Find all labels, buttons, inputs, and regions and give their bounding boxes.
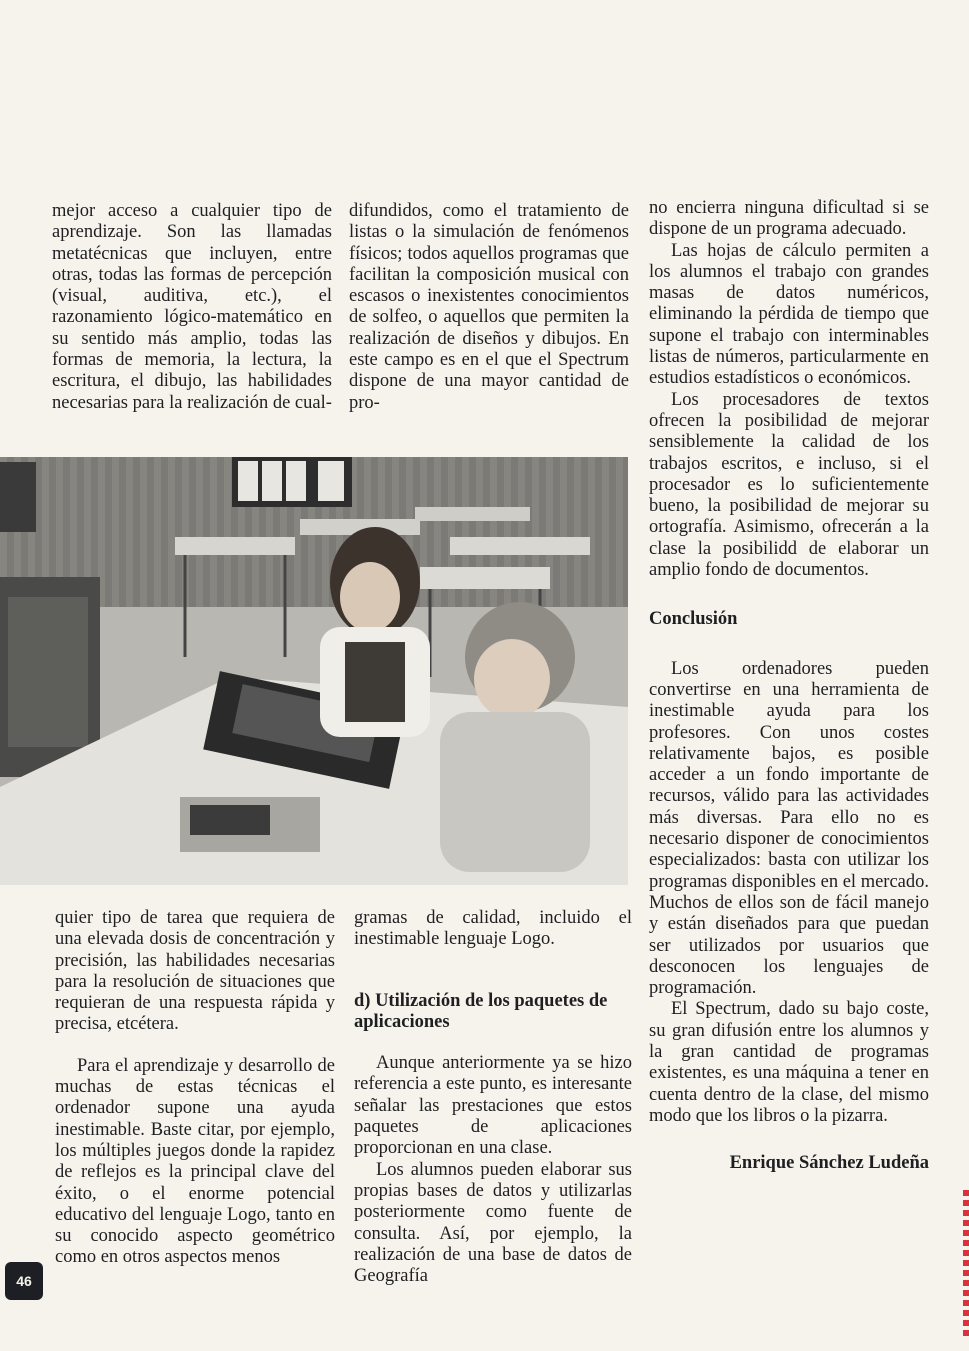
paragraph: Las hojas de cálculo permiten a los alumnos el trabajo con grandes masas de datos numéricos, eliminando la pérdida de tiempo que supone el trabajo con interminables listas de números, particularmente en estudios estadísticos o económicos. xyxy=(649,240,929,389)
paragraph: El Spectrum, dado su bajo coste, su gran difusión entre los alumnos y la gran cantidad de programas existentes, es una máquina a tener en cuenta dentro de la clase, del mismo modo que los libros o la pizarra. xyxy=(649,999,929,1126)
paragraph: quier tipo de tarea que requiera de una elevada dosis de concentración y precisión, las habilidades necesarias para la resolución de situaciones que requieran de una respuesta rápida y precisa, etcétera. xyxy=(55,908,335,1035)
classroom-photo xyxy=(0,457,628,885)
column-2-bottom xyxy=(354,908,632,1287)
edge-color-marks xyxy=(963,1190,969,1340)
paragraph: difundidos, como el tratamiento de listas o la simulación de fenómenos físicos; todos aquellos programas que facilitan la composición musical con escasos o inexistentes conocimientos de solfeo, o aquellos que permiten la realización de diseños y dibujos. En este campo es en el que el Spectrum dispone de una mayor cantidad de pro- xyxy=(349,201,629,413)
section-heading: d) Utilización de los paquetes de aplicaciones xyxy=(354,990,608,1032)
section-heading: Conclusión xyxy=(649,609,738,630)
column-1-bottom xyxy=(55,908,335,1269)
paragraph: no encierra ninguna dificultad si se dispone de un programa adecuado. xyxy=(649,198,929,240)
page-number: 46 xyxy=(5,1262,43,1300)
paragraph: Los procesadores de textos ofrecen la posibilidad de mejorar sensiblemente la calidad de los trabajos escritos, e incluso, si el procesador es lo suficientemente bueno, la posibilidad de mejorar su ortografía. Asimismo, ofrecerán a la clase la posibilidd de elaborar un amplio fondo de documentos. xyxy=(649,389,929,581)
column-1-top xyxy=(52,201,332,414)
column-2-top xyxy=(349,201,629,414)
paragraph: Aunque anteriormente ya se hizo referencia a este punto, es interesante señalar las prestaciones que estos paquetes de aplicaciones proporcionan en una clase. xyxy=(354,1053,632,1159)
photo-illustration xyxy=(0,457,628,885)
author-signature: Enrique Sánchez Ludeña xyxy=(729,1153,929,1174)
paragraph: mejor acceso a cualquier tipo de aprendizaje. Son las llamadas metatécnicas que incluyen, entre otras, todas las formas de percepción (visual, auditiva, etc.), el razonamiento lógico-matemático en su sentido más amplio, todas las formas de memoria, la lectura, la escritura, el dibujo, las habilidades necesarias para la realización de cual- xyxy=(52,201,332,413)
paragraph: Los alumnos pueden elaborar sus propias bases de datos y utilizarlas posteriormente como fuente de consulta. Así, por ejemplo, la realización de una base de datos de Geografía xyxy=(354,1159,632,1287)
column-3 xyxy=(649,198,929,1174)
paragraph: gramas de calidad, incluido el inestimable lenguaje Logo. xyxy=(354,908,632,950)
paragraph: Para el aprendizaje y desarrollo de muchas de estas técnicas el ordenador supone una ayuda inestimable. Baste citar, por ejemplo, los múltiples juegos donde la rapidez de reflejos es la principal clave del éxito, o el enorme potencial educativo del lenguaje Logo, tanto en su conocido aspecto geométrico como en otros aspectos menos xyxy=(55,1055,335,1268)
paragraph: Los ordenadores pueden convertirse en una herramienta de inestimable ayuda para los profesores. Con unos costes relativamente bajos, es posible acceder a un fondo importante de recursos, válido para las actividades más diversas. Para ello no es necesario disponer de conocimientos especializados: basta con utilizar los programas disponibles en el mercado. Muchos de ellos son de fácil manejo y están diseñados para que puedan ser utilizados por usuarios que desconocen los lenguajes de programación. xyxy=(649,658,929,999)
